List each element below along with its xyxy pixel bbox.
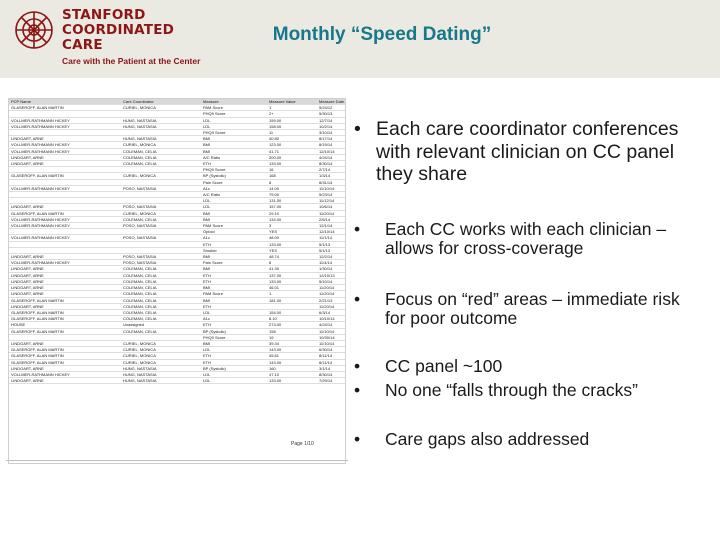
report-cell: 4/24/14 <box>317 154 345 160</box>
report-cell: GLASEROFF, ALAN MARTIN <box>9 316 121 322</box>
report-cell: LINDGART, ARNE <box>9 340 121 346</box>
report-cell: VOLLMER-RATHMANN HICKEY <box>9 216 121 222</box>
report-cell: VOLLMER-RATHMANN HICKEY <box>9 123 121 129</box>
bullet-marker: • <box>354 429 361 449</box>
report-cell: Pain Score <box>201 260 267 266</box>
slide-title: Monthly “Speed Dating” <box>272 24 492 45</box>
report-cell: 11 <box>267 130 317 136</box>
report-cell: HUNG, NASTASIA <box>121 378 201 384</box>
report-cell: ETH <box>201 278 267 284</box>
report-cell: LINDGART, ARNE <box>9 285 121 291</box>
sheet-bottom-rule <box>6 460 348 461</box>
bullet-marker: • <box>354 356 361 376</box>
page-label: Page 1/10 <box>291 441 314 447</box>
report-cell: BMI <box>201 297 267 303</box>
report-cell: LDL <box>201 347 267 353</box>
report-cell: A/C Ratio <box>201 192 267 198</box>
report-cell: COLEMAN, CELIA <box>121 328 201 334</box>
sub-bullet-text: Focus on “red” areas – immediate risk for poor outcome <box>385 289 680 328</box>
report-cell: 5/30/13 <box>317 111 345 117</box>
report-cell: BMI <box>201 254 267 260</box>
report-cell: GLASEROFF, ALAN MARTIN <box>9 210 121 216</box>
slide-header <box>0 0 720 78</box>
report-cell: 8/30/14 <box>317 371 345 377</box>
report-cell: ETH <box>201 303 267 309</box>
report-cell: LINDGART, ARNE <box>9 291 121 297</box>
report-cell: 143.00 <box>267 359 317 365</box>
report-cell: BMI <box>201 340 267 346</box>
report-cell: 137.00 <box>267 272 317 278</box>
report-cell: 7/29/14 <box>317 378 345 384</box>
report-cell: 48.00 <box>267 235 317 241</box>
report-cell: YES <box>267 247 317 253</box>
report-cell: VOLLMER-RATHMANN HICKEY <box>9 185 121 191</box>
report-cell: LDL <box>201 123 267 129</box>
report-cell: 14.00 <box>267 185 317 191</box>
logo-flower-icon <box>12 8 56 52</box>
report-cell: 8.10 <box>267 316 317 322</box>
report-cell: 8/11/14 <box>317 353 345 359</box>
report-cell: LINDGART, ARNE <box>9 266 121 272</box>
report-cell: Smoker <box>201 247 267 253</box>
report-cell: BP (Systolic) <box>201 365 267 371</box>
report-cell: VOLLMER-RATHMANN HICKEY <box>9 371 121 377</box>
report-cell: VOLLMER-RATHMANN HICKEY <box>9 117 121 123</box>
report-cell: LINDGART, ARNE <box>9 272 121 278</box>
report-cell: 4/24/14 <box>317 322 345 328</box>
report-cell: 134.00 <box>267 216 317 222</box>
report-cell: 11/20/14 <box>317 285 345 291</box>
report-cell: 158.00 <box>267 123 317 129</box>
report-cell: 48.74 <box>267 254 317 260</box>
report-cell: 133.00 <box>267 378 317 384</box>
report-cell: 12/7/14 <box>317 117 345 123</box>
report-cell: BP (Systolic) <box>201 173 267 179</box>
report-cell: ETH <box>201 241 267 247</box>
report-cell: 131.00 <box>267 198 317 204</box>
report-cell: 133.00 <box>267 241 317 247</box>
report-cell: 133.00 <box>267 278 317 284</box>
report-cell: A1c <box>201 185 267 191</box>
report-cell: 154.00 <box>267 309 317 315</box>
report-cell: BMI <box>201 210 267 216</box>
report-cell: 41.71 <box>267 148 317 154</box>
report-cell: 123.00 <box>267 142 317 148</box>
report-cell: 11/20/14 <box>317 291 345 297</box>
report-column-header: PCP Name <box>9 99 121 105</box>
report-cell: 29.10 <box>267 210 317 216</box>
report-cell: 40.80 <box>267 136 317 142</box>
report-cell: CURIEL, MONICA <box>121 173 201 179</box>
report-cell: Unassigned <box>121 322 201 328</box>
report-cell: 10/2/14 <box>317 123 345 129</box>
report-cell: BP (Systolic) <box>201 328 267 334</box>
report-cell: CURIEL, MONICA <box>121 347 201 353</box>
report-cell: 143.00 <box>267 347 317 353</box>
report-cell: 8 <box>267 179 317 185</box>
report-cell: 5/1/13 <box>317 241 345 247</box>
report-cell: CURIEL, MONICA <box>121 353 201 359</box>
report-cell: 45.61 <box>267 353 317 359</box>
report-cell: LINDGART, ARNE <box>9 254 121 260</box>
report-cell: VOLLMER-RATHMANN HICKEY <box>9 148 121 154</box>
report-cell: 8/11/14 <box>317 359 345 365</box>
report-cell: LINDGART, ARNE <box>9 278 121 284</box>
report-cell: BMI <box>201 136 267 142</box>
report-cell: A/C Ratio <box>201 154 267 160</box>
report-column-header: Measure Value <box>267 99 317 105</box>
report-cell: PHQ9 Score <box>201 111 267 117</box>
report-cell: 39.34 <box>267 340 317 346</box>
report-cell: 11/4/14 <box>317 260 345 266</box>
report-cell: PAM Score <box>201 105 267 111</box>
report-cell: 8/31/14 <box>317 179 345 185</box>
report-cell: A1c <box>201 316 267 322</box>
report-cell: 1 <box>267 291 317 297</box>
report-cell: 181.00 <box>267 297 317 303</box>
report-cell: BMI <box>201 142 267 148</box>
report-cell: 2/6/14 <box>317 216 345 222</box>
report-cell: PAM Score <box>201 223 267 229</box>
report-cell: COLEMAN, CELIA <box>121 285 201 291</box>
report-cell: 168 <box>267 173 317 179</box>
report-cell: HUNG, NASTASIA <box>121 117 201 123</box>
report-cell: COLEMAN, CELIA <box>121 148 201 154</box>
report-cell: BMI <box>201 285 267 291</box>
report-cell: COLEMAN, CELIA <box>121 266 201 272</box>
report-cell: 11/10/14 <box>317 340 345 346</box>
report-cell: COLEMAN, CELIA <box>121 316 201 322</box>
report-cell: 6/30/14 <box>317 347 345 353</box>
report-cell: 5/10/14 <box>317 278 345 284</box>
report-body <box>9 105 345 384</box>
report-cell: PHQ9 Score <box>201 167 267 173</box>
report-cell: PAM Score <box>201 291 267 297</box>
report-cell: POSO, NASTASIA <box>121 254 201 260</box>
report-cell: GLASEROFF, ALAN MARTIN <box>9 328 121 334</box>
bullet-marker: • <box>354 118 361 140</box>
report-cell: 5/23/14 <box>317 192 345 198</box>
main-bullet-text: Each care coordinator conferences with relevant clinician on CC panel they share <box>376 118 679 185</box>
report-cell: CURIEL, MONICA <box>121 359 201 365</box>
report-cell: 8/19/14 <box>317 142 345 148</box>
report-cell: COLEMAN, CELIA <box>121 297 201 303</box>
report-cell: LDL <box>201 378 267 384</box>
report-cell: 10/30/14 <box>317 334 345 340</box>
bullet-marker: • <box>354 219 361 239</box>
report-cell: LINDGART, ARNE <box>9 365 121 371</box>
report-cell: ETH <box>201 322 267 328</box>
report-cell: CURIEL, MONICA <box>121 340 201 346</box>
report-cell: ETH <box>201 359 267 365</box>
report-cell: 159.00 <box>267 117 317 123</box>
report-cell: A1c <box>201 235 267 241</box>
report-cell: 8/17/14 <box>317 136 345 142</box>
report-cell: LINDGART, ARNE <box>9 378 121 384</box>
sub-bullet-text: No one “falls through the cracks” <box>385 380 638 400</box>
report-cell: BMI <box>201 148 267 154</box>
report-cell: 160 <box>267 365 317 371</box>
report-cell: BMI <box>201 216 267 222</box>
sub-bullet-text: Care gaps also addressed <box>385 429 590 449</box>
report-cell: Pain Score <box>201 179 267 185</box>
sub-bullet-text: CC panel ~100 <box>385 356 503 376</box>
report-cell: 46.01 <box>267 285 317 291</box>
report-cell: LDL <box>201 371 267 377</box>
report-cell: 5/24/12 <box>317 105 345 111</box>
report-cell: COLEMAN, CELIA <box>121 309 201 315</box>
logo-tagline: Care with the Patient at the Center <box>62 56 201 66</box>
report-cell: 47.10 <box>267 371 317 377</box>
report-cell: 12/1/14 <box>317 223 345 229</box>
report-cell: 8 <box>267 260 317 266</box>
report-cell: 6/3/14 <box>317 309 345 315</box>
report-cell: 11/10/14 <box>317 328 345 334</box>
report-cell: 273.00 <box>267 322 317 328</box>
report-cell: 157.00 <box>267 204 317 210</box>
report-cell: LINDGART, ARNE <box>9 161 121 167</box>
report-cell: ETH <box>201 161 267 167</box>
report-cell: 12/2/14 <box>317 254 345 260</box>
report-cell: GLASEROFF, ALAN MARTIN <box>9 347 121 353</box>
report-cell: 11/20/14 <box>317 303 345 309</box>
report-cell: GLASEROFF, ALAN MARTIN <box>9 297 121 303</box>
report-cell: LINDGART, ARNE <box>9 204 121 210</box>
report-cell: LINDGART, ARNE <box>9 136 121 142</box>
report-cell: 2/7/14 <box>317 167 345 173</box>
report-cell: ETH <box>201 272 267 278</box>
report-column-header: Measure Date <box>319 99 345 104</box>
report-cell: GLASEROFF, ALAN MARTIN <box>9 173 121 179</box>
report-cell: YES <box>267 229 317 235</box>
report-column-header: Measure <box>201 99 267 105</box>
report-cell: 16 <box>267 167 317 173</box>
report-cell: POSO, NASTASIA <box>121 235 201 241</box>
report-cell: LDL <box>201 309 267 315</box>
report-cell: HUNG, NASTASIA <box>121 136 201 142</box>
report-cell: COLEMAN, CELIA <box>121 154 201 160</box>
report-cell: COLEMAN, CELIA <box>121 216 201 222</box>
report-cell: LINDGART, ARNE <box>9 154 121 160</box>
report-cell: HUNG, NASTASIA <box>121 371 201 377</box>
report-cell: GLASEROFF, ALAN MARTIN <box>9 359 121 365</box>
report-cell: LDL <box>201 198 267 204</box>
report-cell: Opioid <box>201 229 267 235</box>
report-cell: ETH <box>201 353 267 359</box>
sub-bullet-text: Each CC works with each clinician – allows for cross-coverage <box>385 219 667 258</box>
report-cell: POSO, NASTASIA <box>121 223 201 229</box>
report-cell: HOUSE <box>9 322 121 328</box>
report-cell: LINDGART, ARNE <box>9 303 121 309</box>
report-cell: 133.00 <box>267 161 317 167</box>
report-row <box>9 378 345 384</box>
report-column-header: Care Coordinator <box>121 99 201 105</box>
report-cell: 158 <box>267 328 317 334</box>
logo-line-2: COORDINATED <box>62 22 175 38</box>
stanford-coordinated-care-logo <box>12 6 212 70</box>
report-cell: 3/1/14 <box>317 365 345 371</box>
report-cell: 79.00 <box>267 192 317 198</box>
report-cell: COLEMAN, CELIA <box>121 291 201 297</box>
report-cell: HUNG, NASTASIA <box>121 365 201 371</box>
report-cell: GLASEROFF, ALAN MARTIN <box>9 353 121 359</box>
report-cell: 12/10/14 <box>317 229 345 235</box>
report-cell: VOLLMER-RATHMANN HICKEY <box>9 223 121 229</box>
report-cell: POSO, NASTASIA <box>121 204 201 210</box>
report-cell: 12/10/13 <box>317 272 345 278</box>
report-cell: 10/10/14 <box>317 316 345 322</box>
report-cell: COLEMAN, CELIA <box>121 278 201 284</box>
report-cell: 11/12/14 <box>317 198 345 204</box>
report-cell: VOLLMER-RATHMANN HICKEY <box>9 260 121 266</box>
report-cell: CURIEL, MONICA <box>121 105 201 111</box>
report-cell: LDL <box>201 117 267 123</box>
report-cell: GLASEROFF, ALAN MARTIN <box>9 309 121 315</box>
report-cell: 11/20/14 <box>317 210 345 216</box>
bullet-marker: • <box>354 380 361 400</box>
logo-line-1: STANFORD <box>62 7 146 23</box>
report-cell: 3/10/14 <box>317 130 345 136</box>
report-cell: 12/10/14 <box>317 148 345 154</box>
report-cell: 10/6/14 <box>317 204 345 210</box>
report-sheet-image <box>8 98 346 464</box>
report-cell: 11/10/14 <box>317 185 345 191</box>
report-cell: VOLLMER-RATHMANN HICKEY <box>9 142 121 148</box>
report-cell: BMI <box>201 266 267 272</box>
report-cell: COLEMAN, CELIA <box>121 303 201 309</box>
report-cell: 5/1/13 <box>317 247 345 253</box>
report-cell: COLEMAN, CELIA <box>121 272 201 278</box>
report-cell: 8/30/14 <box>317 161 345 167</box>
logo-line-3: CARE <box>62 37 103 53</box>
report-cell: VOLLMER-RATHMANN HICKEY <box>9 235 121 241</box>
report-cell: CURIEL, MONICA <box>121 210 201 216</box>
report-cell: 2+ <box>267 111 317 117</box>
bullet-marker: • <box>354 289 361 309</box>
report-cell: POSO, NASTASIA <box>121 185 201 191</box>
report-cell: POSO, NASTASIA <box>121 260 201 266</box>
report-cell: 3 <box>267 223 317 229</box>
report-table <box>9 99 345 384</box>
report-cell: HUNG, NASTASIA <box>121 123 201 129</box>
report-cell: 11/1/14 <box>317 235 345 241</box>
report-cell: 2/21/13 <box>317 297 345 303</box>
report-cell: 1/3/14 <box>317 173 345 179</box>
report-cell: PHQ9 Score <box>201 130 267 136</box>
report-cell: GLASEROFF, ALAN MARTIN <box>9 105 121 111</box>
report-cell: 41.30 <box>267 266 317 272</box>
report-cell: CURIEL, MONICA <box>121 142 201 148</box>
report-cell: 19 <box>267 334 317 340</box>
report-cell: COLEMAN, CELIA <box>121 161 201 167</box>
report-cell: 1 <box>267 105 317 111</box>
report-cell: PHQ9 Score <box>201 334 267 340</box>
report-cell: 1/30/14 <box>317 266 345 272</box>
report-cell: 200.00 <box>267 154 317 160</box>
report-cell: LDL <box>201 204 267 210</box>
